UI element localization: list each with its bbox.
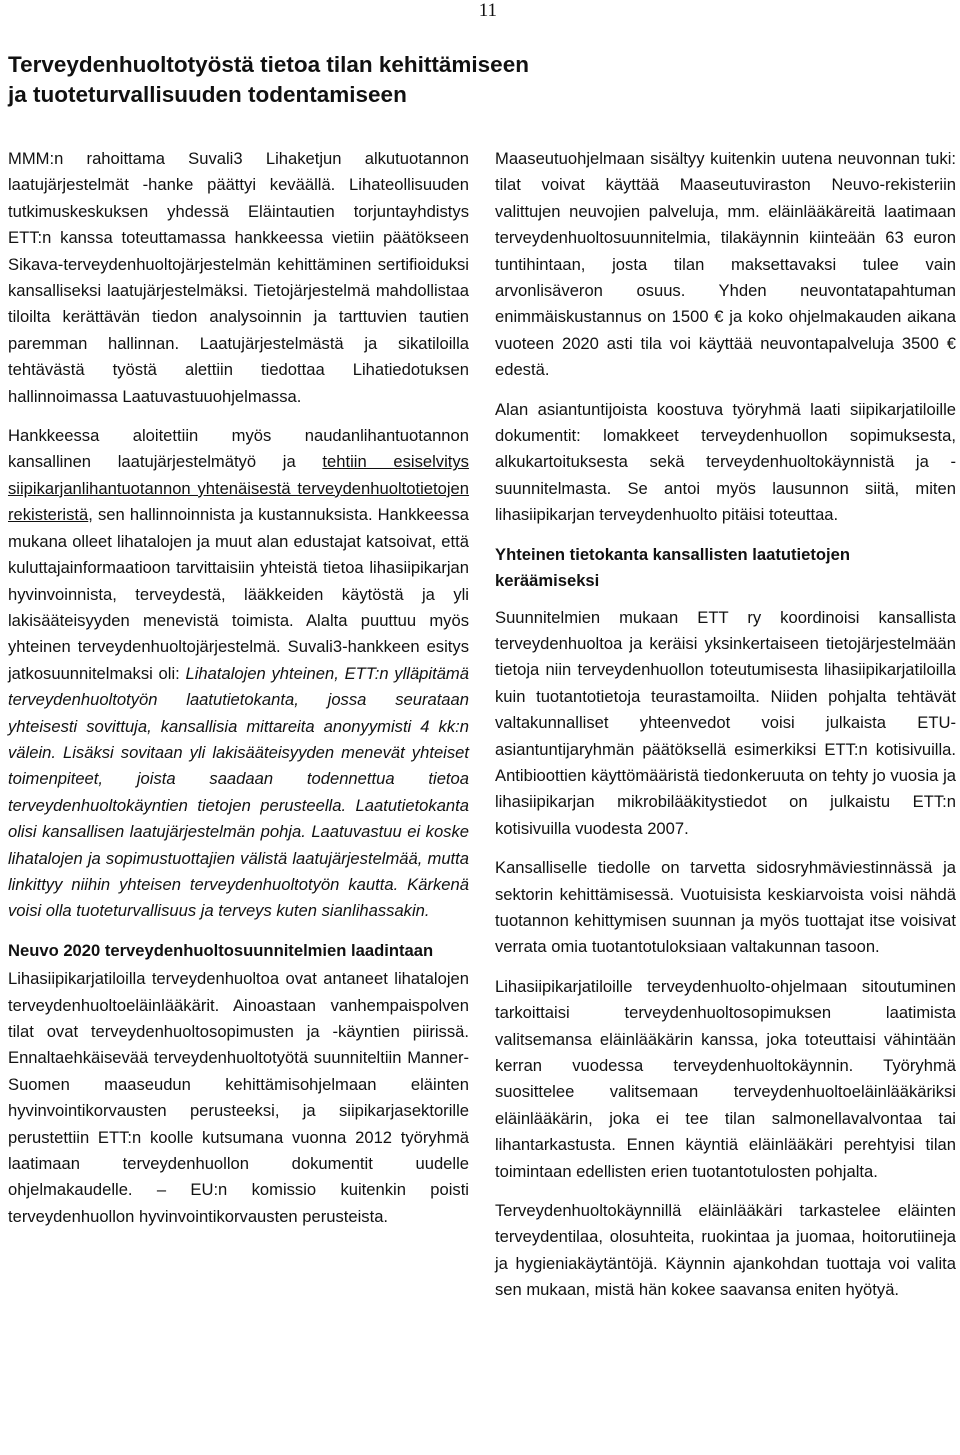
left-paragraph-3: Lihasiipikarjatiloilla terveydenhuoltoa ovat antaneet lihatalojen terveydenhuoltoeläinlääkärit. Ainoastaan vanhempaispolven tilat ovat terveydenhuoltosopimusten ja -käyntien piirissä. Ennaltaehkäisevää terveydenhuoltotyötä suunniteltiin Manner-Suomen maaseudun kehittämisohjelmaan eläinten hyvinvointikorvausten perusteeksi, ja siipikarjasektorille perustettiin ETT:n koolle kutsumana vuonna 2012 työryhmä laatimaan terveydenhuollon dokumentit uudelle ohjelmakaudelle. – EU:n komissio kuitenkin poisti terveydenhuollon hyvinvointikorvausten perusteista. xyxy=(8,969,469,1226)
right-paragraph-5: Lihasiipikarjatiloille terveydenhuolto-ohjelmaan sitoutuminen tarkoittaisi terveydenhuoltosopimuksen laatimista valitsemansa eläinlääkärin kanssa, joka toteuttaisi vähintään kerran vuodessa terveydenhuoltokäynnin. Työryhmä suosittelee valitsemaan terveydenhuoltoeläinlääkäriksi eläinlääkärin, joka ei tee tilan salmonellavalvontaa tai lihantarkastusta. Ennen käyntiä eläinlääkäri perehtyisi tilan toimintaan edellisten erien tuotantotulosten pohjalta. xyxy=(495,976,956,1181)
left-paragraph-2-text-b: , sen hallinnoinnista ja kustannuksista. Hankkeessa mukana olleet lihatalojen ja muut alan edustajat katsoivat, että kuluttajainformaatioon tarvittaisiin yhteistä tietoa lihasiipikarjan hyvinvoinnista, terveydestä, lääkkeiden käytöstä ja yli lakisääteisyyden menevistä toimista. Alalta puuttuu myös yhteinen terveydenhuoltojärjestelmä. Suvali3-hankkeen esitys jatkosuunnitelmaksi oli: xyxy=(8,505,469,683)
right-paragraph-6: Terveydenhuoltokäynnillä eläinlääkäri tarkastelee eläinten terveydentilaa, olosuhteita, ruokintaa ja juomaa, hoitorutiineja ja hygieniakäytäntöjä. Käynnin ajankohdan tuottaja voi valita sen mukaan, mistä hän kokee saavansa eniten hyötyä. xyxy=(495,1201,956,1300)
left-column xyxy=(8,146,469,1243)
underlined-survey-text: tehtiin esiselvitys siipikarjanlihantuotannon yhtenäisestä terveydenhuoltotietojen rekisteristä xyxy=(8,452,469,525)
proposal-italic-text: Lihatalojen yhteinen, ETT:n ylläpitämä terveydenhuoltotyön laatutietokanta, jossa seurataan yhteisesti sovittuja, kansallisia mittareita anonyymisti 4 kk:n välein. Lisäksi sovitaan yli lakisääteisyyden menevät yhteiset toimenpiteet, joista saadaan todennettua tietoa terveydenhuoltokäyntien tietojen perusteella. Laatutietokanta olisi kansallisen laatujärjestelmän pohja. Laatuvastuu ei koske lihatalojen ja sopimustuottajien välistä laatujärjestelmää, mutta linkittyy niihin yhteisen terveydenhuoltotyön kautta. Kärkenä voisi olla tuoteturvallisuus ja terveys kuten sianlihassakin. xyxy=(8,663,469,921)
right-paragraph-1: Maaseutuohjelmaan sisältyy kuitenkin uutena neuvonnan tuki: tilat voivat käyttää Maaseutuviraston Neuvo-rekisteriin valittujen neuvojien palveluja, mm. eläinlääkäreitä laatimaan terveydenhuoltosuunnitelmia, tilakäynnin kiinteään 63 euron tuntihintaan, josta tilan maksettavaksi tulee vain arvonlisäveron osuus. Yhden neuvontatapahtuman enimmäiskustannus on 1500 € ja koko ohjelmakauden aikana vuoteen 2020 asti tila voi käyttää neuvontapalveluja 3500 € edestä. xyxy=(495,149,956,380)
left-paragraph-2-text-a: Hankkeessa aloitettiin myös naudanlihantuotannon kansallinen laatujärjestelmätyö ja xyxy=(8,426,469,472)
title-line-2: ja tuoteturvallisuuden todentamiseen xyxy=(8,82,407,107)
article-title xyxy=(8,50,608,110)
left-paragraph-2 xyxy=(8,423,469,925)
title-line-1: Terveydenhuoltotyöstä tietoa tilan kehittämiseen xyxy=(8,52,529,77)
right-paragraph-2: Alan asiantuntijoista koostuva työryhmä laati siipikarjatiloille dokumentit: lomakkeet terveydenhuollon sopimuksesta, alkukartoituksesta sekä terveydenhuoltokäynnistä ja -suunnitelmasta. Se antoi myös lausunnon siitä, miten lihasiipikarjan terveydenhuolto pitäisi toteuttaa. xyxy=(495,399,956,525)
left-section-heading: Neuvo 2020 terveydenhuoltosuunnitelmien laadintaan xyxy=(8,940,434,960)
right-section-heading: Yhteinen tietokanta kansallisten laatutietojen keräämiseksi xyxy=(495,544,851,591)
page-number: 11 xyxy=(478,0,497,21)
right-paragraph-3: Suunnitelmien mukaan ETT ry koordinoisi kansallista terveydenhuoltoa ja keräisi yksinkertaiseen tietojärjestelmään tietoja niin terveydenhuollon toteutumisesta lihasiipikarjatiloilla kuin tuotantotietoja teurastamoilta. Niiden pohjalta tehtävät valtakunnalliset yhteenvedot voisi julkaista ETU-asiantuntijaryhmän päätöksellä esimerkiksi ETT:n kotisivuilla. Antibioottien käyttömääristä tiedonkeruuta on tehty jo vuosia ja lihasiipikarjan mikrobilääkitystiedot on julkaistu ETT:n kotisivuilla vuodesta 2007. xyxy=(495,607,956,838)
left-paragraph-1: MMM:n rahoittama Suvali3 Lihaketjun alkutuotannon laatujärjestelmät -hanke päättyi keväällä. Lihateollisuuden tutkimuskeskuksen yhdessä Eläintautien torjuntayhdistys ETT:n kanssa toteuttamassa hankkeessa vietiin päätökseen Sikava-terveydenhuoltojärjestelmän kehittäminen sertifioiduksi kansalliseksi laatujärjestelmäksi. Tietojärjestelmä mahdollistaa tiloilta kerättävän tiedon analysoinnin ja tarttuvien tautien paremman hallinnan. Laatujärjestelmästä ja sikatiloilla tehtävästä työstä alettiin tiedottaa Lihatiedotuksen hallinnoimassa Laatuvastuuohjelmassa. xyxy=(8,149,469,406)
right-column xyxy=(495,146,956,1317)
right-paragraph-4: Kansalliselle tiedolle on tarvetta sidosryhmäviestinnässä ja sektorin kehittämisessä. Vuotuisista keskiarvoista voisi nähdä tuotannon kehittymisen suunnan ja myös tuottajat itse voisivat verrata omia tuotantotuloksiaan valtakunnan tasoon. xyxy=(495,858,956,957)
